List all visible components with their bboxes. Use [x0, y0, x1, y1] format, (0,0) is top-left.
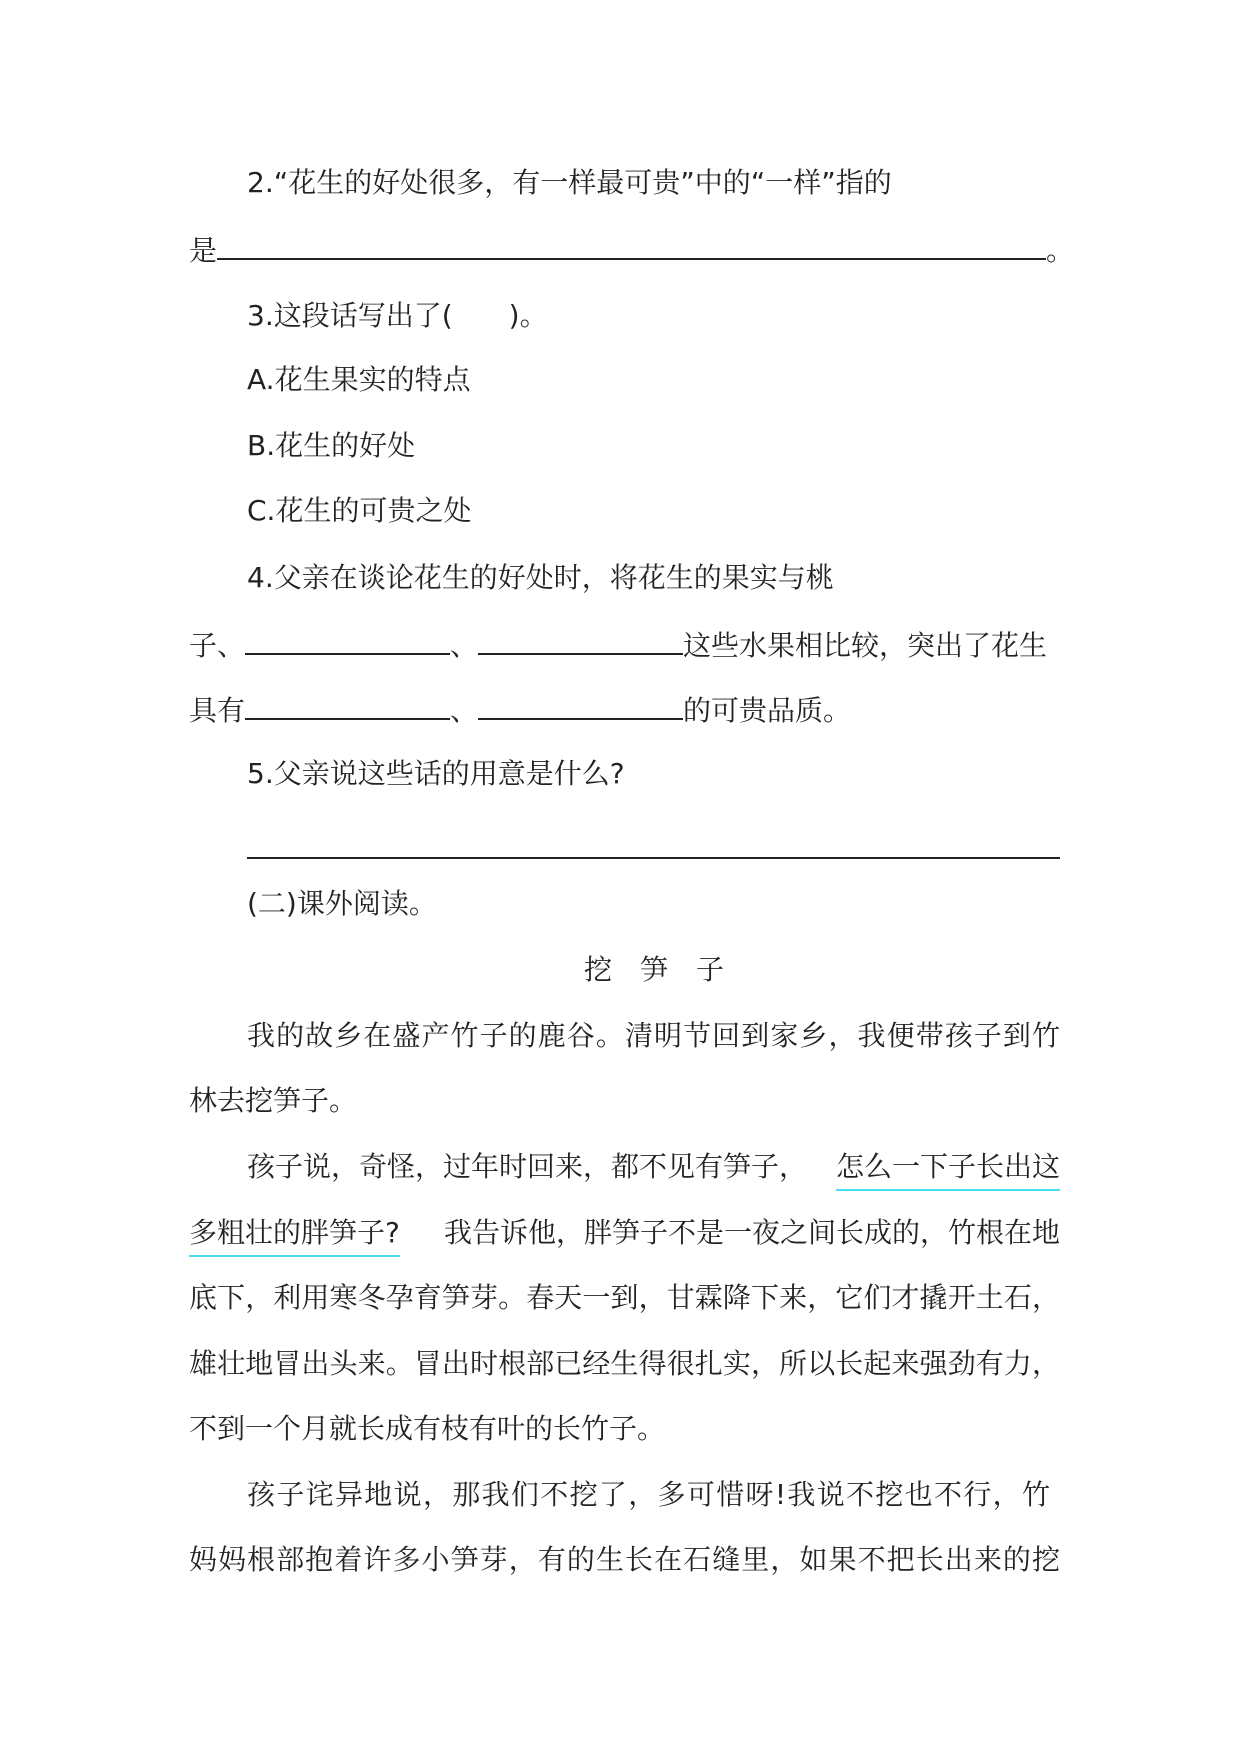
article-line: 雄壮地冒出头来。冒出时根部已经生得很扎实，所以长起来强劲有力，: [189, 1347, 1060, 1380]
article-line: [247, 1147, 1060, 1191]
separator: 、: [450, 629, 479, 662]
article-line: 底下，利用寒冬孕育笋芽。春天一到，甘霖降下来，它们才撬开土石，: [189, 1281, 1060, 1314]
q2-suffix: 。: [1046, 234, 1075, 267]
answer-blank[interactable]: [478, 623, 683, 655]
article-title: 挖 笋 子: [583, 953, 724, 986]
q4-prefix: 子、: [189, 629, 246, 662]
question-4-line3: [189, 688, 851, 731]
q4-line2-suffix: 这些水果相比较，突出了花生: [683, 629, 1048, 662]
highlighted-text: 多粗壮的胖笋子?: [189, 1213, 400, 1257]
q2-prefix: 是: [189, 234, 218, 267]
question-5-stem: 5.父亲说这些话的用意是什么?: [247, 757, 625, 790]
q4-line3-prefix: 具有: [189, 694, 246, 727]
option-c: C.花生的可贵之处: [247, 494, 472, 527]
answer-blank[interactable]: [245, 688, 450, 720]
article-line: 妈妈根部抱着许多小笋芽，有的生长在石缝里，如果不把长出来的挖: [189, 1543, 1060, 1576]
question-3-stem: 3.这段话写出了( )。: [247, 299, 548, 332]
question-4-line2: [189, 623, 1047, 666]
section-heading: (二)课外阅读。: [247, 887, 437, 920]
text-span: 我告诉他，胖笋子不是一夜之间长成的，竹根在地: [443, 1216, 1060, 1249]
separator: 、: [450, 694, 479, 727]
question-4-line1: 4.父亲在谈论花生的好处时，将花生的果实与桃: [247, 561, 834, 594]
answer-line[interactable]: [247, 857, 1060, 859]
answer-blank[interactable]: [217, 228, 1046, 260]
highlighted-text: 怎么一下子长出这: [836, 1147, 1060, 1191]
article-line: 林去挖笋子。: [189, 1084, 358, 1117]
article-line: 我的故乡在盛产竹子的鹿谷。清明节回到家乡，我便带孩子到竹: [247, 1019, 1060, 1052]
question-2-line2: [189, 228, 1074, 271]
question-2-line1: 2.“花生的好处很多，有一样最可贵”中的“一样”指的: [247, 166, 892, 199]
article-line: 孩子诧异地说，那我们不挖了，多可惜呀!我说不挖也不行，竹: [247, 1478, 1050, 1511]
article-line: [189, 1213, 1060, 1257]
q4-line3-suffix: 的可贵品质。: [683, 694, 852, 727]
option-b: B.花生的好处: [247, 429, 416, 462]
option-a: A.花生果实的特点: [247, 363, 471, 396]
answer-blank[interactable]: [478, 688, 683, 720]
article-line: 不到一个月就长成有枝有叶的长竹子。: [189, 1412, 666, 1445]
text-span: 孩子说，奇怪，过年时回来，都不见有笋子，: [247, 1150, 808, 1183]
answer-blank[interactable]: [245, 623, 450, 655]
